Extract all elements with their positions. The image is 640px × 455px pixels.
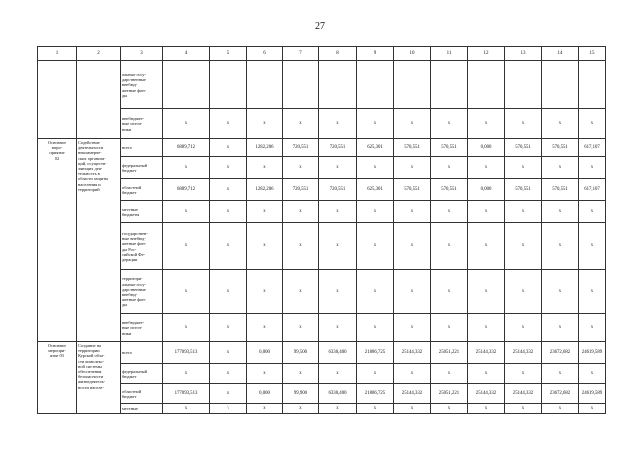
header-row [38,47,606,61]
table-cell: x [163,109,210,139]
table-cell: x [542,201,579,223]
table-cell: 720,551 [283,179,319,201]
table-cell: x [505,314,542,342]
column-header: 12 [468,47,505,61]
column-header: 4 [163,47,210,61]
funding-source-cell: альные госу- дарственные внебюд- жетные фон- ды [121,61,163,109]
table-cell: 720,551 [319,139,357,157]
table-cell: 617,107 [579,139,606,157]
table-cell: x [247,223,283,270]
table-cell: 720,551 [283,139,319,157]
table-cell: 21886,725 [357,342,394,364]
table-cell: x [283,314,319,342]
table-cell: 99,900 [283,384,319,404]
table-cell: x [579,223,606,270]
table-cell: x [431,314,468,342]
table-cell: x [210,109,247,139]
table-cell: x [468,314,505,342]
table-cell [357,61,394,109]
table-cell: x [319,223,357,270]
table-cell: x [505,157,542,179]
table-cell: x [210,364,247,384]
table-cell: x [319,157,357,179]
table-cell: x [579,314,606,342]
table-cell: x [431,270,468,314]
table-cell [468,61,505,109]
table-cell: x [468,404,505,414]
table-cell: x [431,223,468,270]
table-cell: x [319,404,357,414]
column-header: 14 [542,47,579,61]
table-cell: 570,551 [542,139,579,157]
table-cell: x [163,223,210,270]
table-cell: 6330,400 [319,384,357,404]
column-header: 10 [394,47,431,61]
table-cell: 0,000 [247,384,283,404]
table-cell: x [357,314,394,342]
table-cell: 177093,513 [163,342,210,364]
table-cell: 570,551 [542,179,579,201]
table-cell: x [505,201,542,223]
table-cell: x [542,157,579,179]
table-cell: 617,107 [579,179,606,201]
column-header: 11 [431,47,468,61]
table-cell: x [468,157,505,179]
table-cell: x [579,201,606,223]
table-cell: 570,551 [394,179,431,201]
budget-table [37,46,606,414]
table-cell: x [247,201,283,223]
table-cell: x [283,223,319,270]
table-cell: x [247,270,283,314]
funding-source-cell: всего [121,139,163,157]
table-cell: 570,551 [431,179,468,201]
table-cell: x [210,201,247,223]
table-cell: 25144,332 [505,342,542,364]
table-cell: x [283,364,319,384]
table-cell: 24619,589 [579,384,606,404]
table-cell: x [283,109,319,139]
table-cell: x [357,270,394,314]
funding-source-cell: областной бюджет [121,384,163,404]
table-cell: x [505,364,542,384]
table-body [38,47,606,414]
event-description-cell: Содействие деятельности некоммерче- ских организа- ций, осуществ- ляющих дея- тельность в области защиты населения и территорий [77,139,121,342]
funding-source-cell: местные бюджеты [121,201,163,223]
table-row [38,364,606,384]
table-cell: x [468,223,505,270]
funding-source-cell: местные [121,404,163,414]
table-cell: x [394,109,431,139]
table-row [38,139,606,157]
table-cell: x [579,109,606,139]
table-cell: x [394,314,431,342]
table-row [38,342,606,364]
funding-source-cell: территори- альные госу- дарственные внебюд- жетные фон- ды [121,270,163,314]
table-cell: x [468,109,505,139]
table-cell: x [163,201,210,223]
table-cell: x [163,364,210,384]
funding-source-cell: внебюджет- ные источ- ники [121,314,163,342]
table-cell: x [468,201,505,223]
table-cell [542,61,579,109]
funding-source-cell: федеральный бюджет [121,364,163,384]
page-number: 27 [315,21,325,32]
table-cell: x [319,364,357,384]
column-header: 1 [38,47,77,61]
table-cell [319,61,357,109]
table-cell: x [210,223,247,270]
table-cell: x [579,404,606,414]
table-cell: 0,000 [247,342,283,364]
event-description-cell [77,61,121,139]
table-cell: x [394,404,431,414]
table-cell: 25144,332 [394,384,431,404]
table-cell: x [431,364,468,384]
table-cell: x [210,139,247,157]
table-cell: x [431,157,468,179]
table-cell: 6889,712 [163,139,210,157]
table-cell: x [542,364,579,384]
table-row [38,314,606,342]
table-cell: x [319,270,357,314]
table-cell: 625,301 [357,179,394,201]
table-cell: x [579,157,606,179]
table-cell: x [283,201,319,223]
table-cell [163,61,210,109]
table-row [38,270,606,314]
table-cell [505,61,542,109]
table-cell: x [283,270,319,314]
table-cell: 0,000 [468,139,505,157]
table-row [38,201,606,223]
table-cell: x [505,223,542,270]
table-row [38,61,606,109]
table-cell: x [283,157,319,179]
event-label-cell: Основное меро- приятие 02 [38,139,77,342]
table-cell: x [210,342,247,364]
table-cell: x [542,109,579,139]
table-cell: x [468,364,505,384]
table-cell: x [394,157,431,179]
table-cell: 25144,332 [468,342,505,364]
table-cell [394,61,431,109]
table-cell: x [319,201,357,223]
table-cell: x [163,157,210,179]
table-cell: x [579,364,606,384]
column-header: 6 [247,47,283,61]
table-cell: 1282,206 [247,139,283,157]
table-cell: x [163,270,210,314]
table-row [38,384,606,404]
table-cell: x [431,109,468,139]
table-cell: x [394,201,431,223]
column-header: 7 [283,47,319,61]
column-header: 5 [210,47,247,61]
table-cell: 570,551 [431,139,468,157]
table-cell: x [394,364,431,384]
table-cell: x [357,364,394,384]
table-cell: x [357,404,394,414]
table-row [38,404,606,414]
funding-source-cell: внебюджет- ные источ- ники [121,109,163,139]
table-cell: x [247,404,283,414]
table-cell: x [357,157,394,179]
funding-source-cell: всего [121,342,163,364]
table-cell: \ [210,404,247,414]
table-cell: 177093,513 [163,384,210,404]
table-cell: x [542,314,579,342]
table-cell: x [542,270,579,314]
table-cell: 25144,332 [505,384,542,404]
table-cell: x [247,157,283,179]
table-cell: x [505,109,542,139]
table-cell: x [394,270,431,314]
table-cell: 99,500 [283,342,319,364]
table-cell: x [542,223,579,270]
table-cell: x [163,314,210,342]
table-cell: 23672,682 [542,384,579,404]
table-cell: x [505,404,542,414]
funding-source-cell: областной бюджет [121,179,163,201]
table-cell: x [210,314,247,342]
table-cell: x [210,384,247,404]
column-header: 13 [505,47,542,61]
table-cell: 25051,221 [431,384,468,404]
column-header: 3 [121,47,163,61]
table-cell: 570,551 [505,139,542,157]
table-cell: x [283,404,319,414]
table-cell: 570,551 [505,179,542,201]
table-cell: x [431,201,468,223]
table-cell: x [210,270,247,314]
table-cell: 0,000 [468,179,505,201]
table-cell [579,61,606,109]
table-cell: x [357,201,394,223]
table-cell: 21886,725 [357,384,394,404]
table-cell: x [163,404,210,414]
table-cell: x [579,270,606,314]
table-cell: x [394,223,431,270]
column-header: 9 [357,47,394,61]
table-cell: x [505,270,542,314]
table-cell: 25144,332 [394,342,431,364]
table-cell: x [357,223,394,270]
column-header: 2 [77,47,121,61]
table-cell [283,61,319,109]
table-row [38,157,606,179]
table-cell [431,61,468,109]
event-description-cell: Создание на территории Курской обла- сти комплекс- ной системы обеспечения безопасности жизнедеятель- ности населе- [77,342,121,414]
table-cell: x [357,109,394,139]
table-cell: 1282,206 [247,179,283,201]
column-header: 8 [319,47,357,61]
table-cell: x [319,314,357,342]
funding-source-cell: государствен- ные внебюд- жетные фон- ды Рос- сийской Фе- дерации [121,223,163,270]
funding-source-cell: федеральный бюджет [121,157,163,179]
table-cell: x [468,270,505,314]
table-cell: 6889,712 [163,179,210,201]
event-label-cell [38,61,77,139]
table-row [38,179,606,201]
table-cell: 6330,400 [319,342,357,364]
table-cell: 570,551 [394,139,431,157]
table-cell [210,61,247,109]
table-cell: x [210,157,247,179]
table-cell: 25051,221 [431,342,468,364]
column-header: 15 [579,47,606,61]
table-cell: x [247,314,283,342]
table-cell [247,61,283,109]
table-cell: x [247,109,283,139]
table-cell: x [210,179,247,201]
table-cell: 720,551 [319,179,357,201]
table-cell: 25144,332 [468,384,505,404]
table-cell: 23672,682 [542,342,579,364]
table-cell: 625,301 [357,139,394,157]
table-row [38,109,606,139]
table-cell: x [431,404,468,414]
table-cell: 24619,589 [579,342,606,364]
table-cell: x [542,404,579,414]
table-cell: x [319,109,357,139]
table-row [38,223,606,270]
event-label-cell: Основное меропри- ятие 03 [38,342,77,414]
table-cell: x [247,364,283,384]
